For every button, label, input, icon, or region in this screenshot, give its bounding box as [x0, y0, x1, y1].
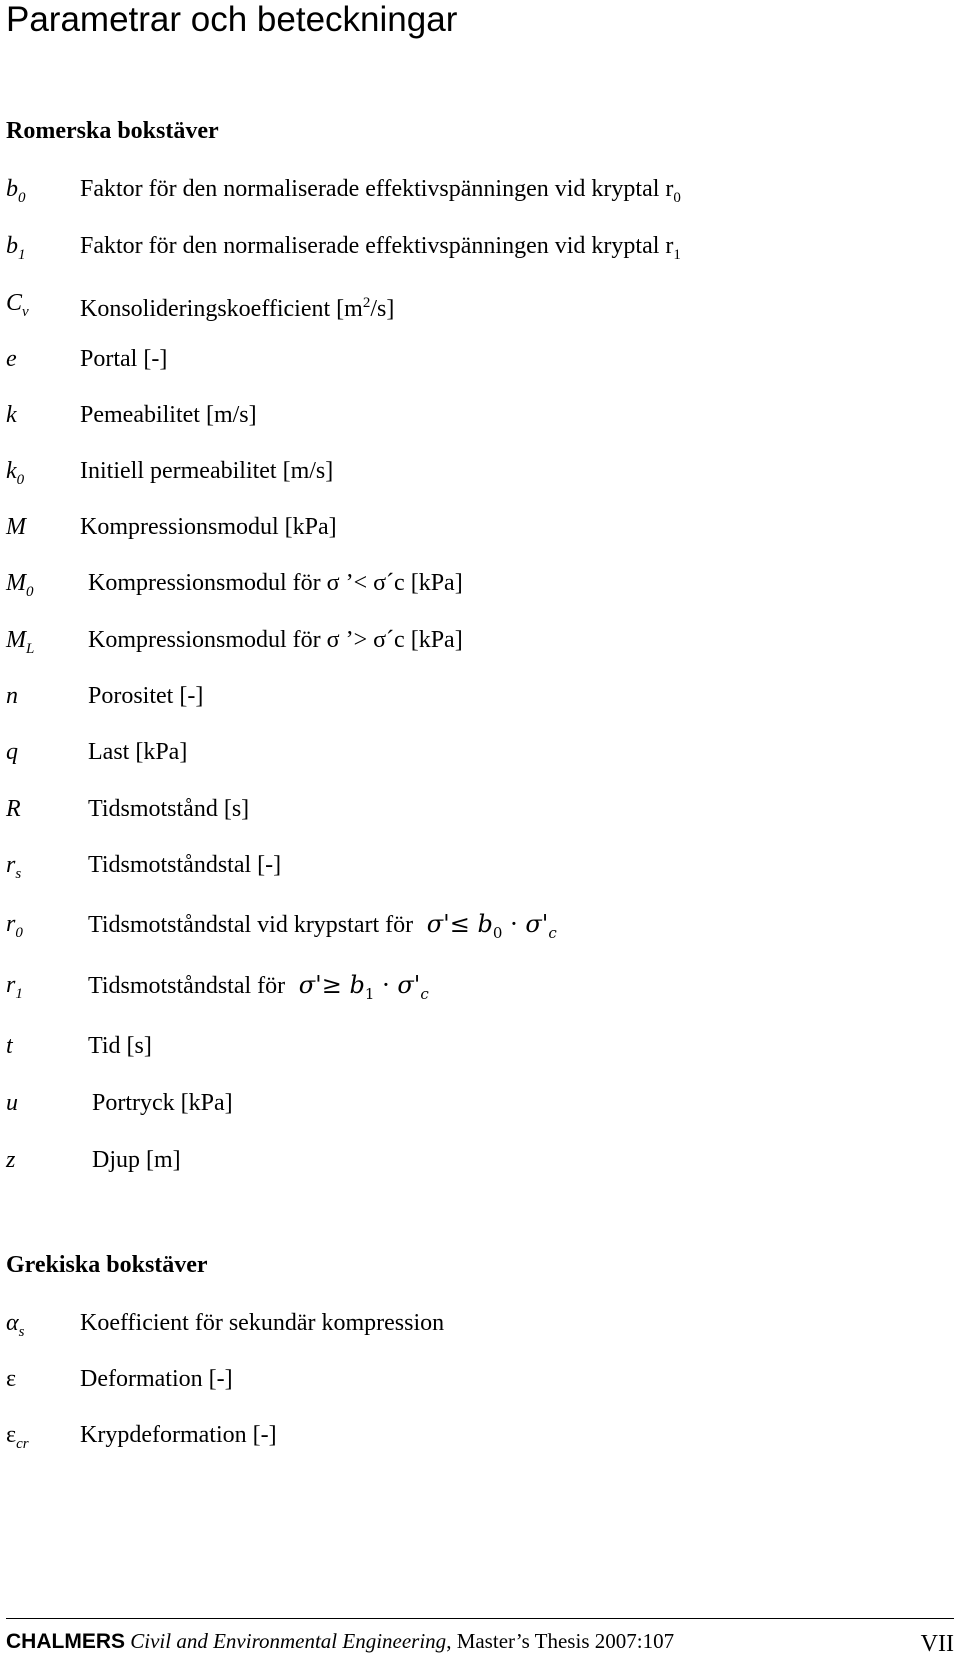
symbol: $M_0$ [6, 570, 34, 600]
description: Tidsmotståndstal [-] [88, 852, 282, 878]
list-item [0, 1083, 960, 1123]
symbol: t [6, 1033, 13, 1059]
description: Kompressionsmodul för σ ’< σ´c [kPa] [88, 570, 463, 596]
symbol: $\alpha_s$ [6, 1310, 25, 1340]
department-name: Civil and Environmental Engineering [130, 1629, 447, 1653]
description: Tidsmotståndstal vid krypstart för $\sigma'\le b_0 \cdot \sigma'_c$ [88, 910, 557, 942]
list-item [0, 451, 960, 491]
list-item [0, 965, 960, 1005]
page-number: VII [920, 1631, 954, 1657]
list-item [0, 339, 960, 379]
symbol: $b_1$ [6, 233, 26, 263]
description: Porositet [-] [88, 683, 204, 709]
symbol: q [6, 739, 18, 765]
symbol: e [6, 346, 17, 372]
list-item [0, 1303, 960, 1343]
list-item [0, 1415, 960, 1455]
list-item [0, 620, 960, 660]
list-item [0, 1140, 960, 1180]
description: Koefficient för sekundär kompression [80, 1310, 445, 1336]
list-item [0, 507, 960, 547]
symbol: $k_0$ [6, 458, 25, 488]
description: Tidsmotståndstal för $\sigma'\ge b_1 \cdot \sigma'_c$ [88, 971, 429, 1003]
list-item [0, 789, 960, 829]
description: Faktor för den normaliserade effektivspänningen vid kryptal $r_0$ [80, 176, 681, 206]
list-item [0, 904, 960, 944]
page-footer [6, 1618, 954, 1661]
institution-name: CHALMERS [6, 1630, 125, 1653]
symbol: $r_1$ [6, 972, 23, 1002]
description: Last [kPa] [88, 739, 188, 765]
section-heading-roman: Romerska bokstäver [6, 118, 219, 144]
section-heading-greek: Grekiska bokstäver [6, 1252, 208, 1278]
description: Portal [-] [80, 346, 168, 372]
symbol: R [6, 796, 21, 822]
footer-text [6, 1629, 674, 1654]
symbol: $r_0$ [6, 911, 23, 941]
formula: $\sigma'\le b_0 \cdot \sigma'_c$ [426, 910, 557, 942]
description: Konsolideringskoefficient $[m^2/s]$ [80, 295, 395, 322]
description: Krypdeformation [-] [80, 1422, 277, 1448]
list-item [0, 1026, 960, 1066]
description: Faktor för den normaliserade effektivspänningen vid kryptal $r_1$ [80, 233, 681, 263]
symbol: $C_v$ [6, 290, 29, 320]
formula: $\sigma'\ge b_1 \cdot \sigma'_c$ [298, 971, 429, 1003]
description: Djup [m] [92, 1147, 181, 1173]
description: Initiell permeabilitet [m/s] [80, 458, 334, 484]
list-item [0, 283, 960, 323]
list-item [0, 732, 960, 772]
symbol: ε [6, 1366, 17, 1392]
description: Kompressionsmodul för σ ’> σ´c [kPa] [88, 627, 463, 653]
symbol: k [6, 402, 17, 428]
page-title: Parametrar och beteckningar [6, 0, 458, 39]
symbol: $M_L$ [6, 627, 35, 657]
description: Kompressionsmodul [kPa] [80, 514, 337, 540]
symbol: n [6, 683, 18, 709]
symbol: $r_s$ [6, 852, 22, 882]
list-item [0, 169, 960, 209]
description: Portryck [kPa] [92, 1090, 233, 1116]
symbol: z [6, 1147, 16, 1173]
list-item [0, 395, 960, 435]
thesis-info: Master’s Thesis 2007:107 [451, 1629, 675, 1653]
list-item [0, 676, 960, 716]
symbol: $\varepsilon_{cr}$ [6, 1422, 29, 1452]
symbol: u [6, 1090, 18, 1116]
separator: , [446, 1629, 452, 1653]
description: Deformation [-] [80, 1366, 233, 1392]
list-item [0, 226, 960, 266]
list-item [0, 563, 960, 603]
symbol: $b_0$ [6, 176, 26, 206]
description: Tidsmotstånd [s] [88, 796, 250, 822]
description: Tid [s] [88, 1033, 152, 1059]
list-item [0, 845, 960, 885]
list-item [0, 1359, 960, 1399]
description: Pemeabilitet [m/s] [80, 402, 257, 428]
symbol: M [6, 514, 26, 540]
